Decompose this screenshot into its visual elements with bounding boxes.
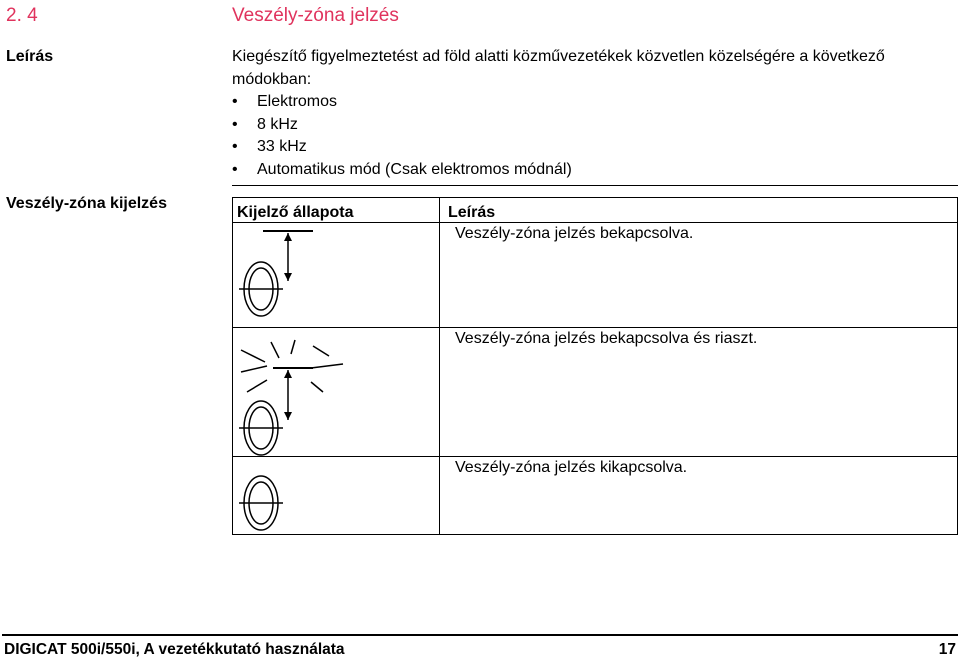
danger-zone-on-icon: [233, 223, 433, 327]
state-icon-cell: [233, 223, 440, 328]
column-header-state: Kijelző állapota: [233, 198, 440, 223]
mode-item: • Elektromos: [232, 91, 952, 114]
table-row: [233, 223, 958, 328]
state-description-cell: [440, 457, 958, 535]
table-header-row: [233, 198, 958, 223]
column-header-description: Leírás: [440, 198, 958, 223]
state-icon-cell: [233, 457, 440, 535]
divider: [232, 185, 958, 186]
table-row: [233, 328, 958, 457]
state-description-cell: [440, 223, 958, 328]
footer-divider: [2, 634, 958, 636]
table-row: [233, 457, 958, 535]
footer-title: DIGICAT 500i/550i, A vezetékkutató használata: [4, 641, 345, 658]
danger-zone-off-icon: [233, 457, 433, 534]
state-description: Veszély-zóna jelzés bekapcsolva.: [455, 225, 694, 242]
page-number: 17: [938, 641, 956, 658]
danger-zone-alarm-icon: [233, 328, 433, 456]
state-description: Veszély-zóna jelzés bekapcsolva és riaszt.: [455, 330, 758, 347]
section-title: Veszély-zóna jelzés: [232, 5, 399, 26]
indicator-state-table: [232, 197, 958, 535]
mode-item: • 8 kHz: [232, 114, 952, 137]
section-number: 2. 4: [6, 5, 38, 26]
indicator-label: Veszély-zóna kijelzés: [6, 195, 167, 212]
description-label: Leírás: [6, 48, 54, 65]
description-intro: Kiegészítő figyelmeztetést ad föld alatti közművezetékek közvetlen közelségére a következő módokban:: [232, 48, 885, 88]
mode-item: • 33 kHz: [232, 136, 952, 159]
description-body: [232, 46, 952, 181]
state-description-cell: [440, 328, 958, 457]
mode-item: • Automatikus mód (Csak elektromos módnál): [232, 159, 952, 182]
state-icon-cell: [233, 328, 440, 457]
state-description: Veszély-zóna jelzés kikapcsolva.: [455, 459, 688, 476]
mode-list: [232, 91, 952, 181]
